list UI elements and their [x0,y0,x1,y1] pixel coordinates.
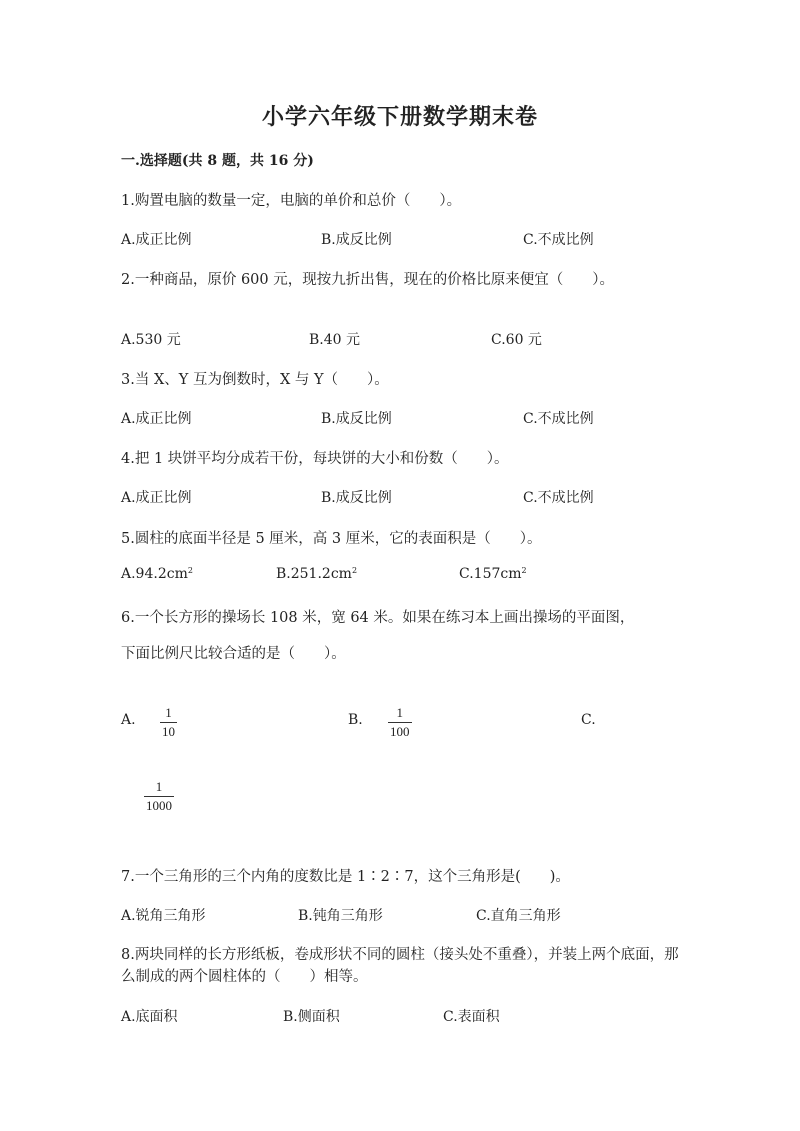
question-6-option-c-label[interactable]: C. [581,712,596,728]
superscript-2: 2 [521,566,527,575]
question-8-option-b[interactable]: B.侧面积 [283,1009,340,1025]
question-8-stem: 8.两块同样的长方形纸板，卷成形状不同的圆柱（接头处不重叠），并装上两个底面，那么制成的两个圆柱体的（ ）相等。 [121,947,679,985]
question-3-stem: 3.当 X、Y 互为倒数时，X 与 Y（ ）。 [121,372,389,388]
question-5-option-b[interactable] [276,566,357,582]
question-2-option-a[interactable]: A.530 元 [121,332,181,348]
question-7-option-a[interactable]: A.锐角三角形 [121,908,206,924]
question-2-option-b[interactable]: B.40 元 [309,332,361,348]
denominator: 1000 [146,798,172,813]
fraction-1-10 [160,706,177,739]
denominator: 10 [162,724,175,739]
fraction-1-100 [388,706,412,739]
question-1-option-c[interactable]: C.不成比例 [523,232,594,248]
numerator: 1 [396,705,403,720]
question-5-option-a[interactable] [121,566,193,582]
option-c-text: C.157cm [459,566,522,582]
option-a-text: A.94.2cm [121,566,188,582]
question-4-option-c[interactable]: C.不成比例 [523,490,594,506]
question-7-stem: 7.一个三角形的三个内角的度数比是 1∶2∶7，这个三角形是( )。 [121,869,570,885]
numerator: 1 [165,705,172,720]
question-6-stem-line-2: 下面比例尺比较合适的是（ ）。 [121,646,346,662]
question-2-option-c[interactable]: C.60 元 [491,332,542,348]
numerator: 1 [155,779,163,794]
question-6-stem-line-1: 6.一个长方形的操场长 108 米，宽 64 米。如果在练习本上画出操场的平面图， [121,610,635,626]
question-4-option-b[interactable]: B.成反比例 [321,490,392,506]
option-b-text: B.251.2cm [276,566,352,582]
question-1-stem: 1.购置电脑的数量一定，电脑的单价和总价（ ）。 [121,193,462,209]
question-8-option-c[interactable]: C.表面积 [443,1009,500,1025]
question-3-option-a[interactable]: A.成正比例 [121,411,192,427]
denominator: 100 [390,724,410,739]
question-3-option-c[interactable]: C.不成比例 [523,411,594,427]
question-5-option-c[interactable] [459,566,527,582]
superscript-2: 2 [351,566,358,575]
question-5-stem: 5.圆柱的底面半径是 5 厘米，高 3 厘米，它的表面积是（ ）。 [121,531,542,547]
question-6-option-b-label[interactable]: B. [348,712,363,728]
question-7-option-c[interactable]: C.直角三角形 [476,908,561,924]
question-3-option-b[interactable]: B.成反比例 [321,411,392,427]
question-1-option-a[interactable]: A.成正比例 [121,232,192,248]
question-1-option-b[interactable]: B.成反比例 [321,232,392,248]
question-4-option-a[interactable]: A.成正比例 [121,490,192,506]
question-8-option-a[interactable]: A.底面积 [121,1009,178,1025]
superscript-2: 2 [187,566,193,575]
question-7-option-b[interactable]: B.钝角三角形 [298,908,383,924]
question-6-option-a-label[interactable]: A. [121,712,136,728]
fraction-1-1000 [144,780,174,813]
question-2-stem: 2.一种商品，原价 600 元，现按九折出售，现在的价格比原来便宜（ ）。 [121,272,614,288]
section-heading: 一.选择题(共 8 题，共 16 分) [121,153,314,169]
exam-title: 小学六年级下册数学期末卷 [261,104,538,130]
question-4-stem: 4.把 1 块饼平均分成若干份，每块饼的大小和份数（ ）。 [121,451,509,467]
